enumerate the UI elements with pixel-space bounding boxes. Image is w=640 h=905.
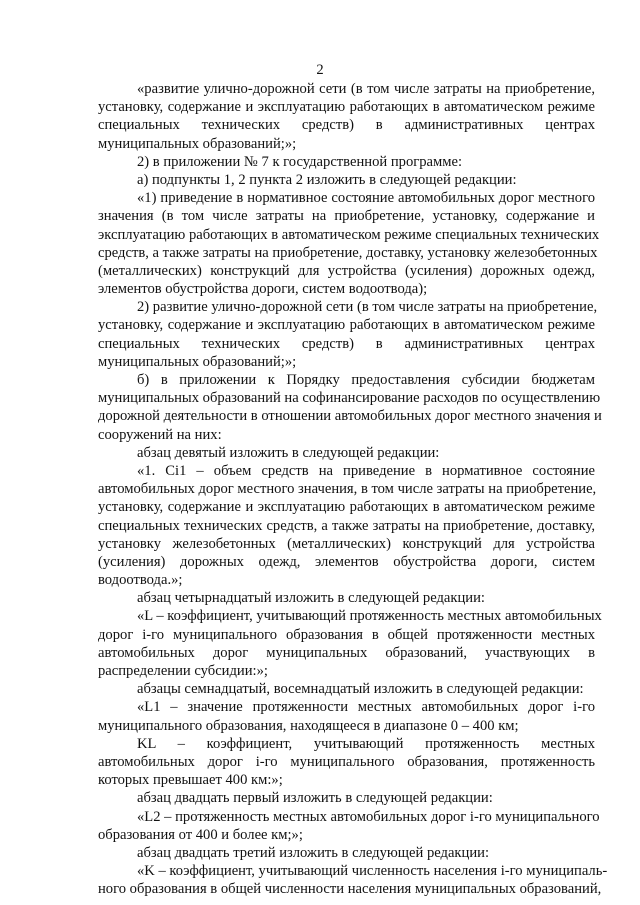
text-line: «L1 – значение протяженности местных автомобильных дорог i-го <box>137 699 595 716</box>
text-line: KL – коэффициент, учитывающий протяженность местных <box>137 735 595 752</box>
text-line: абзац четырнадцатый изложить в следующей редакции: <box>137 590 485 607</box>
text-line: специальных технических средств) в административных центрах <box>98 335 595 352</box>
text-line: абзацы семнадцатый, восемнадцатый изложить в следующей редакции: <box>137 681 584 698</box>
text-line: «L – коэффициент, учитывающий протяженность местных автомобильных <box>137 608 602 625</box>
text-line: муниципальных образований;»; <box>98 353 297 370</box>
text-line: муниципального образования, находящееся в диапазоне 0 – 400 км; <box>98 717 519 734</box>
text-line: а) подпункты 1, 2 пункта 2 изложить в следующей редакции: <box>137 171 517 188</box>
text-line: средств, а также затраты на приобретение, доставку, установку железобетонных <box>98 244 598 261</box>
text-line: дорожной деятельности в отношении автомобильных дорог местного значения и <box>98 408 602 425</box>
text-line: (усиления) дорожных одежд, элементов обустройства дороги, систем <box>98 553 595 570</box>
page-number: 2 <box>316 62 324 78</box>
text-line: автомобильных дорог i-го муниципального образования, протяженность <box>98 753 595 770</box>
text-line: установку, содержание и эксплуатацию работающих в автоматическом режиме <box>98 99 595 116</box>
text-line: значения (в том числе затраты на приобретение, установку, содержание и <box>98 208 595 225</box>
text-line: абзац двадцать третий изложить в следующей редакции: <box>137 844 490 861</box>
document-body <box>98 80 608 898</box>
text-line: «развитие улично-дорожной сети (в том числе затраты на приобретение, <box>137 81 595 97</box>
text-line: дорог i-го муниципального образования в общей протяженности местных <box>98 626 595 643</box>
text-line: абзац девятый изложить в следующей редакции: <box>137 444 440 461</box>
text-line: которых превышает 400 км:»; <box>98 772 283 789</box>
text-line: автомобильных дорог местного значения, в том числе затраты на приобретение, <box>98 481 597 498</box>
text-line: (металлических) конструкций для устройства (усиления) дорожных одежд, <box>98 262 595 279</box>
text-line: сооружений на них: <box>98 426 222 443</box>
text-line: водоотвода.»; <box>98 572 183 589</box>
text-line: распределении субсидии:»; <box>98 663 268 679</box>
text-line: муниципальных образований;»; <box>98 135 297 152</box>
text-line: 2) в приложении № 7 к государственной программе: <box>137 153 463 170</box>
text-line: специальных технических средств) в административных центрах <box>98 117 595 134</box>
text-line: специальных технических средств, а также затраты на приобретение, доставку, <box>98 517 595 534</box>
text-line: установку железобетонных (металлических) конструкций для устройства <box>98 535 595 552</box>
text-line: муниципальных образований на софинансирование расходов по осуществлению <box>98 390 601 407</box>
text-line: «K – коэффициент, учитывающий численность населения i-го муниципаль- <box>137 863 608 880</box>
text-line: б) в приложении к Порядку предоставления субсидии бюджетам <box>137 372 595 388</box>
text-line: элементов обустройства дороги, систем водоотвода); <box>98 281 428 298</box>
text-line: «L2 – протяженность местных автомобильных дорог i-го муниципального <box>137 808 600 825</box>
text-line: образования от 400 и более км;»; <box>98 826 303 843</box>
text-line: абзац двадцать первый изложить в следующей редакции: <box>137 790 493 807</box>
text-line: установку, содержание и эксплуатацию работающих в автоматическом режиме <box>98 499 595 516</box>
text-line: установку, содержание и эксплуатацию работающих в автоматическом режиме <box>98 317 595 334</box>
text-line: «1. Ci1 – объем средств на приведение в нормативное состояние <box>137 462 595 479</box>
text-line: эксплуатацию работающих в автоматическом режиме специальных технических <box>98 226 600 243</box>
text-line: «1) приведение в нормативное состояние автомобильных дорог местного <box>137 190 595 207</box>
text-line: 2) развитие улично-дорожной сети (в том числе затраты на приобретение, <box>137 299 598 316</box>
text-line: автомобильных дорог муниципальных образований, участвующих в <box>98 644 595 661</box>
text-line: ного образования в общей численности населения муниципальных образований, <box>98 881 602 898</box>
